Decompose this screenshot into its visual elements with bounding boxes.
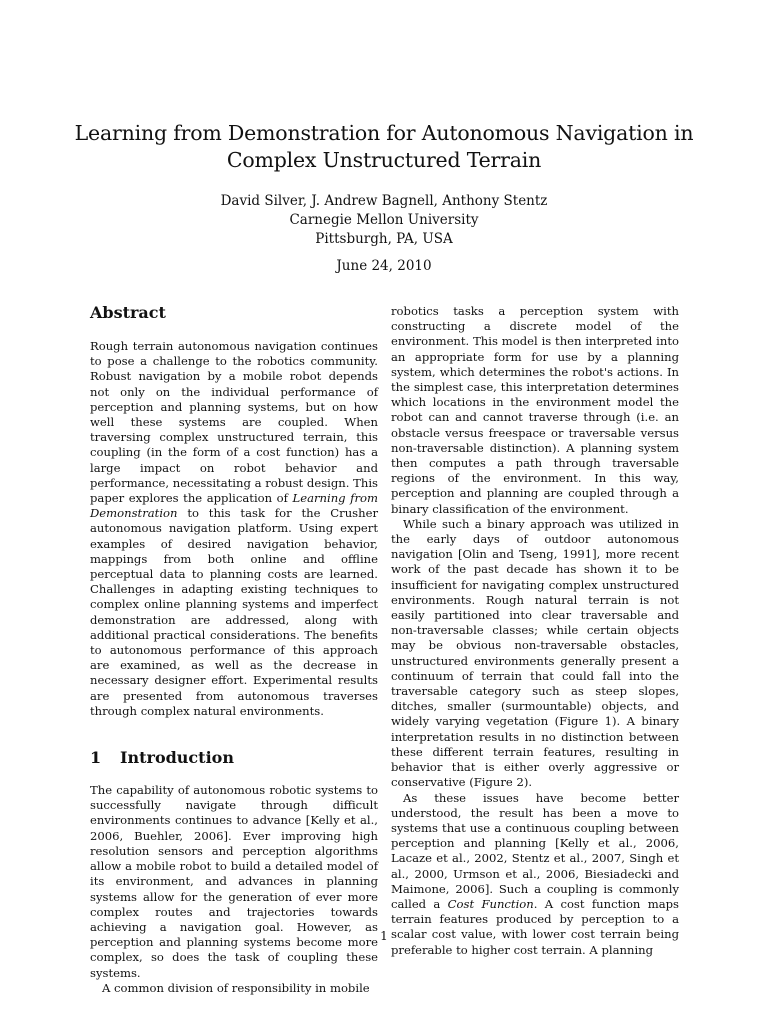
title-line-1: Learning from Demonstration for Autonomous Navigation in <box>74 121 694 145</box>
section-number: 1 <box>90 748 102 768</box>
cost-function-emphasis: Cost Function <box>447 896 534 911</box>
left-column <box>90 303 378 996</box>
section-title: Introduction <box>120 748 234 768</box>
introduction-heading <box>90 748 378 768</box>
paper-title <box>0 120 768 174</box>
intro-paragraph-4-part1: As these issues have become better understood, the result has been a move to systems that use a continuous coupling between perception and planning [Kelly et al., 2006, Lacaze et al., 2002, Stentz et al., 2007, Singh et al., 2000, Urmson et al., 2006, Biesiadecki and Maimone, 2006]. Such a coupling is commonly called a <box>391 790 679 911</box>
abstract-text-part2: to this task for the Crusher autonomous navigation platform. Using expert examples of desired navigation behavior, mappings from both online and offline perceptual data to planning costs are learned. Challenges in adapting existing techniques to complex online planning systems and imperfect demonstration are addressed, along with additional practical considerations. The benefits to autonomous performance of this approach are examined, as well as the decrease in necessary designer effort. Experimental results are presented from autonomous traverses through complex natural environments. <box>90 506 378 718</box>
page-number: 1 <box>380 929 388 943</box>
title-line-2: Complex Unstructured Terrain <box>226 148 542 172</box>
intro-paragraph-3: While such a binary approach was utilized in the early days of outdoor autonomous navigation [Olin and Tseng, 1991], more recent work of the past decade has shown it to be insufficient for navigating complex unstructured environments. Rough natural terrain is not easily partitioned into clear traversable and non-traversable classes; while certain objects may be obvious non-traversable obstacles, unstructured environments generally present a continuum of terrain that could fall into the traversable category such as steep slopes, ditches, smaller (surmountable) objects, and widely varying vegetation (Figure 1). A binary interpretation results in no distinction between these different terrain features, resulting in behavior that is either overly aggressive or conservative (Figure 2). <box>391 516 679 790</box>
paper-date: June 24, 2010 <box>336 258 432 274</box>
author-names: David Silver, J. Andrew Bagnell, Anthony Stentz <box>220 193 548 209</box>
abstract-emphasis: Learning from Demonstration <box>90 491 378 521</box>
intro-paragraph-2-cont: robotics tasks a perception system with constructing a discrete model of the environment. This model is then interpreted into an appropriate form for use by a planning system, which determines the robot's actions. In the simplest case, this interpretation determines which locations in the environment model the robot can and cannot traverse through (i.e. an obstacle versus freespace or traversable versus non-traversable distinction). A planning system then computes a path through traversable regions of the environment. In this way, perception and planning are coupled through a binary classification of the environment. <box>391 304 679 516</box>
author-block <box>0 192 768 249</box>
abstract-text-part1: Rough terrain autonomous navigation continues to pose a challenge to the robotics community. Robust navigation by a mobile robot depends not only on the individual performance of perception and planning systems, but on how well these systems are coupled. When traversing complex unstructured terrain, this coupling (in the form of a cost function) has a large impact on robot behavior and performance, necessitating a robust design. This paper explores the application of <box>90 339 378 506</box>
intro-paragraph-2-start: A common division of responsibility in mobile <box>102 980 370 995</box>
affiliation: Carnegie Mellon University <box>289 212 479 228</box>
location: Pittsburgh, PA, USA <box>315 231 453 247</box>
intro-paragraph-4-part2: . A cost function maps terrain features produced by perception to a scalar cost value, with lower cost terrain being preferable to higher cost terrain. A planning <box>391 896 679 957</box>
abstract-heading: Abstract <box>90 303 166 322</box>
right-column <box>391 304 679 958</box>
intro-paragraph-1: The capability of autonomous robotic systems to successfully navigate through difficult environments continues to advance [Kelly et al., 2006, Buehler, 2006]. Ever improving high resolution sensors and perception algorithms allow a mobile robot to build a detailed model of its environment, and advances in planning systems allow for the generation of ever more complex routes and trajectories towards achieving a navigation goal. However, as perception and planning systems become more complex, so does the task of coupling these systems. <box>90 783 378 980</box>
abstract-text <box>90 339 378 719</box>
